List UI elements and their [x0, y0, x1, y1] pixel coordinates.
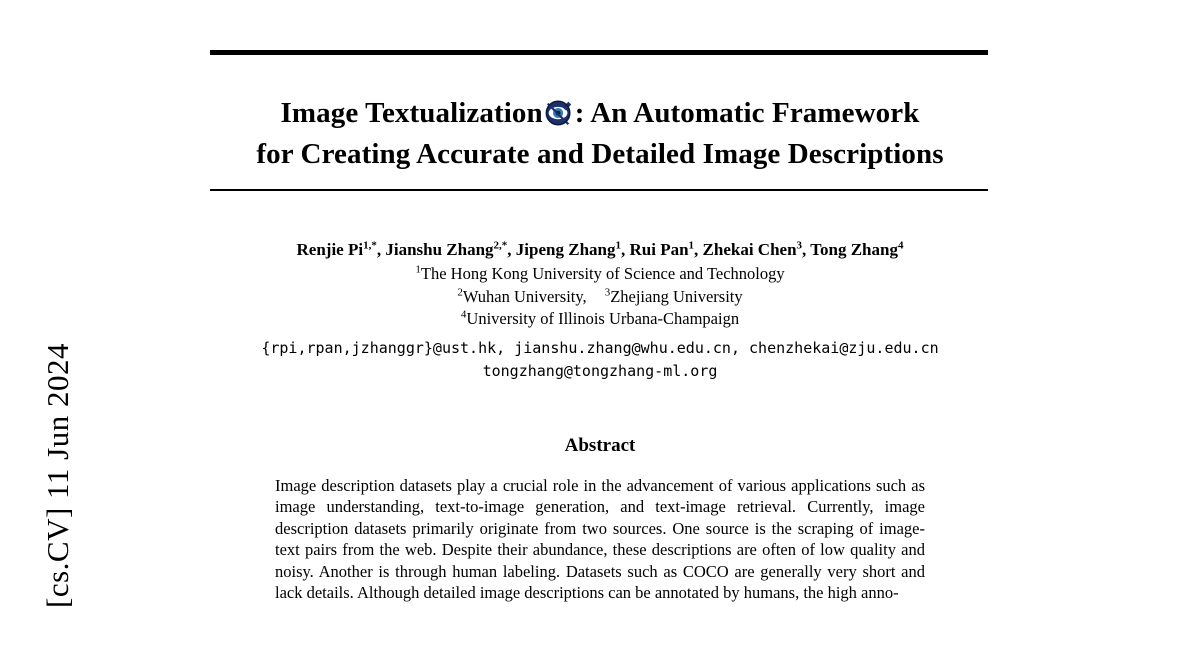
affiliation-marker: 1	[415, 263, 421, 276]
affiliation-text: The Hong Kong University of Science and Technology	[420, 264, 785, 283]
title-rule-top	[210, 50, 988, 55]
arxiv-stamp-text: [cs.CV] 11 Jun 2024	[40, 343, 75, 608]
abstract-paragraph: Image description datasets play a crucial role in the advancement of various applications such as image understanding, text-to-image generation, and text-image retrieval. Currently, image description datasets primarily originate from two sources. One source is the scraping of image-text pairs from the web. Despite their abundance, these descriptions are often of low quality and noisy. Another is through human labeling. Datasets such as COCO are generally very short and lack details. Although detailed image descriptions can be annotated by humans, the high anno-	[275, 475, 925, 602]
title-rule-bottom	[210, 189, 988, 191]
affiliation	[210, 308, 990, 331]
affiliation-row	[210, 286, 990, 309]
author-name: Tong Zhang	[810, 240, 898, 259]
author-name: Jipeng Zhang	[515, 240, 616, 259]
abstract-body	[275, 475, 925, 604]
author	[385, 240, 507, 259]
author-affil-marker: 2,*	[493, 239, 508, 252]
author-name: Renjie Pi	[296, 240, 364, 259]
author	[703, 240, 803, 259]
affiliation-marker: 4	[460, 308, 467, 321]
affiliation-list	[210, 263, 990, 331]
page-title	[210, 93, 990, 175]
affiliation-marker: 3	[604, 286, 611, 298]
email-line: tongzhang@tongzhang-ml.org	[482, 361, 718, 380]
paper-page	[210, 0, 990, 648]
target-eye-icon	[544, 98, 574, 128]
author-list: Renjie $Pi^{1,*}$, Jianshu Zhang$^{2,*}$, Jipeng Zhang$^1$, Rui Pan$^1$, Zhekai Chen$^3$, Tong Zhang$^4$	[296, 239, 904, 259]
author	[297, 240, 377, 259]
page-title-line2: for Creating Accurate and Detailed Image Descriptions	[256, 138, 944, 170]
author-name: Jianshu Zhang	[385, 240, 494, 259]
author-affil-marker: 4	[897, 239, 904, 252]
arxiv-stamp	[0, 0, 120, 648]
author-emails	[210, 337, 990, 383]
author	[516, 240, 621, 259]
abstract-heading: Abstract	[564, 434, 636, 456]
author-affil-marker: 1	[688, 239, 695, 252]
page-title-line1: Image Textualization	[280, 97, 543, 129]
author-affil-marker: 1,*	[363, 239, 377, 252]
affiliation	[210, 263, 990, 286]
affiliation-text: Zhejiang University	[610, 286, 743, 306]
author-affil-marker: 3	[796, 239, 803, 252]
affiliation-text: University of Illinois Urbana-Champaign	[466, 309, 740, 328]
author-name: Rui Pan	[629, 240, 689, 259]
email-line: {rpi,rpan,jzhanggr}@ust.hk, jianshu.zhang@whu.edu.cn, chenzhekai@zju.edu.cn	[261, 338, 939, 357]
author	[810, 240, 903, 259]
author-name: Zhekai Chen	[702, 240, 797, 259]
author-affil-marker: 1	[615, 239, 621, 252]
author	[629, 240, 694, 259]
affiliation-text: Wuhan University,	[462, 286, 587, 306]
page-title-line1-tail: : An Automatic Framework	[574, 97, 920, 129]
affiliation-marker: 2	[457, 286, 463, 298]
